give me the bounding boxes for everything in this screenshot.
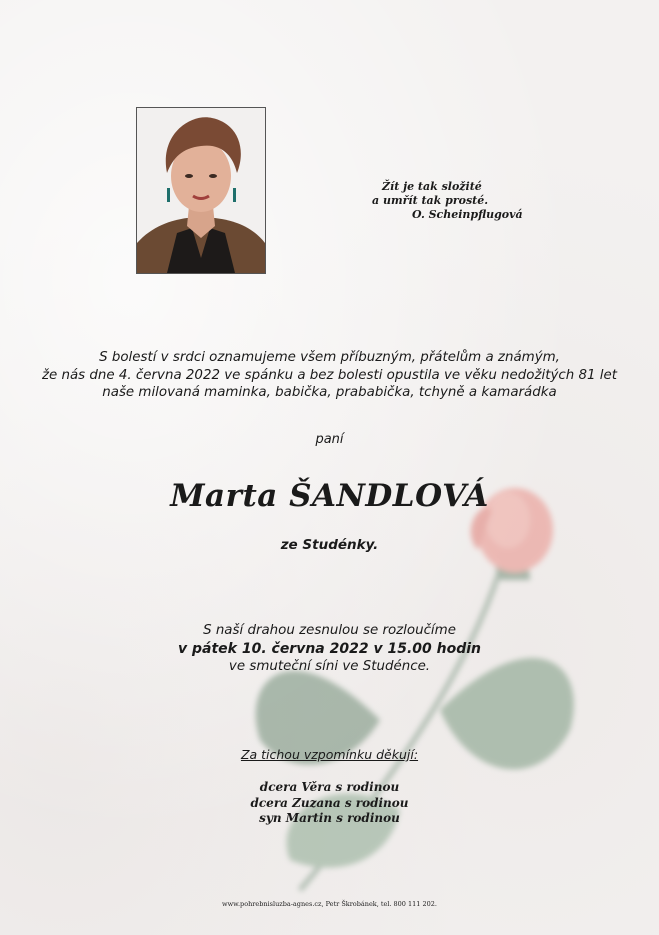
farewell-intro: S naší drahou zesnulou se rozloučíme	[203, 623, 456, 638]
announcement-line: že nás dne 4. června 2022 ve spánku a bez bolesti opustila ve věku nedožitých 81 let	[41, 367, 618, 383]
family-member: syn Martin s rodinou	[259, 811, 400, 825]
announcement-line: naše milovaná maminka, babička, prababička, tchyně a kamarádka	[102, 385, 557, 400]
farewell-details	[0, 622, 659, 676]
farewell-datetime: v pátek 10. června 2022 v 15.00 hodin	[178, 641, 481, 657]
thanks-heading: Za tichou vzpomínku děkují:	[240, 747, 419, 762]
announcement-text	[0, 349, 659, 402]
announcement-line: S bolestí v srdci oznamujeme všem příbuzným, přátelům a známým,	[99, 350, 560, 365]
family-list	[0, 780, 659, 827]
quote-author: O. Scheinpflugová	[412, 208, 523, 221]
farewell-place: ve smuteční síni ve Studénce.	[228, 659, 431, 674]
family-member: dcera Zuzana s rodinou	[250, 795, 409, 810]
funeral-service-footer: www.pohrebnisluzba-agnes.cz, Petr Škrobánek, tel. 800 111 202.	[222, 900, 437, 908]
quote-line: Žít je tak složité	[382, 180, 482, 193]
quote-line: a umřít tak prosté.	[372, 194, 489, 207]
family-member: dcera Věra s rodinou	[259, 780, 400, 794]
portrait-image	[137, 108, 265, 273]
deceased-origin: ze Studénky.	[280, 537, 379, 553]
quote	[370, 180, 570, 222]
deceased-name: Marta ŠANDLOVÁ	[170, 478, 489, 514]
honorific: paní	[315, 432, 344, 447]
portrait-photo	[136, 107, 266, 274]
